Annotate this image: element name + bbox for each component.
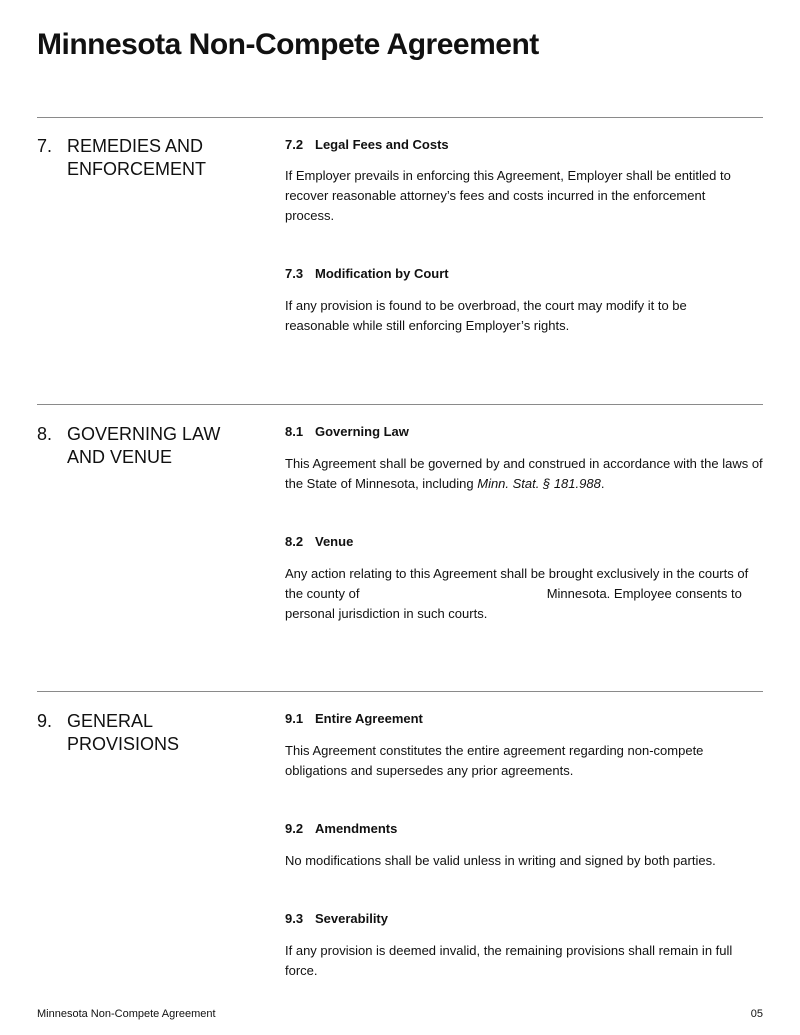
page-title: Minnesota Non-Compete Agreement [37, 28, 539, 61]
section-title: GOVERNING LAW AND VENUE [67, 424, 221, 467]
section-number: 9. [37, 711, 53, 731]
clause-text-part: Minnesota. Employee consents to personal jurisdiction in such courts. [285, 586, 742, 621]
clause-title: Severability [315, 911, 388, 926]
statute-citation: Minn. Stat. § 181.988 [477, 476, 601, 491]
clause-number: 8.1 [285, 424, 304, 439]
section-title: GENERAL PROVISIONS [67, 711, 180, 754]
clause-title: Venue [315, 534, 354, 549]
clause-number: 9.2 [285, 821, 304, 836]
section-divider [37, 691, 763, 692]
section-number: 8. [37, 424, 53, 444]
clause-heading [285, 821, 397, 836]
section-number: 7. [37, 136, 53, 156]
footer-title: Minnesota Non-Compete Agreement [37, 1008, 216, 1020]
section-divider [37, 404, 763, 405]
clause-text-part: Any action relating to this Agreement shall be brought exclusively in the courts of the county of [285, 566, 749, 601]
clause-number: 9.1 [285, 711, 304, 726]
clause-text: If any provision is deemed invalid, the remaining provisions shall remain in full force. [285, 943, 733, 978]
clause-heading [285, 266, 449, 281]
clause-title: Legal Fees and Costs [315, 137, 449, 152]
section-divider [37, 117, 763, 118]
clause-title: Modification by Court [315, 266, 449, 281]
clause-number: 7.2 [285, 137, 304, 152]
clause-text: No modifications shall be valid unless in writing and signed by both parties. [285, 853, 716, 868]
clause-number: 9.3 [285, 911, 304, 926]
clause-heading [285, 711, 423, 726]
clause-text-part: . [600, 476, 605, 491]
clause-text: If Employer prevails in enforcing this Agreement, Employer shall be entitled to recover reasonable attorney’s fees and costs incurred in the enforcement process. [285, 168, 731, 223]
clause-heading [285, 424, 409, 439]
clause-title: Governing Law [315, 424, 409, 439]
clause-text [285, 564, 765, 624]
clause-text-part: This Agreement shall be governed by and construed in accordance with the laws of the State of Minnesota, including [285, 456, 763, 491]
clause-text: If any provision is found to be overbroad, the court may modify it to be reasonable while still enforcing Employer’s rights. [285, 298, 687, 333]
clause-title: Entire Agreement [315, 711, 423, 726]
clause-heading [285, 137, 449, 152]
section-title: REMEDIES AND ENFORCEMENT [67, 136, 206, 179]
page-number: 05 [750, 1008, 763, 1020]
clause-number: 7.3 [285, 266, 304, 281]
clause-title: Amendments [315, 821, 398, 836]
clause-heading [285, 911, 388, 926]
clause-text [285, 454, 765, 494]
clause-number: 8.2 [285, 534, 304, 549]
clause-text: This Agreement constitutes the entire agreement regarding non-compete obligations and supersedes any prior agreements. [285, 743, 704, 778]
clause-heading [285, 534, 353, 549]
